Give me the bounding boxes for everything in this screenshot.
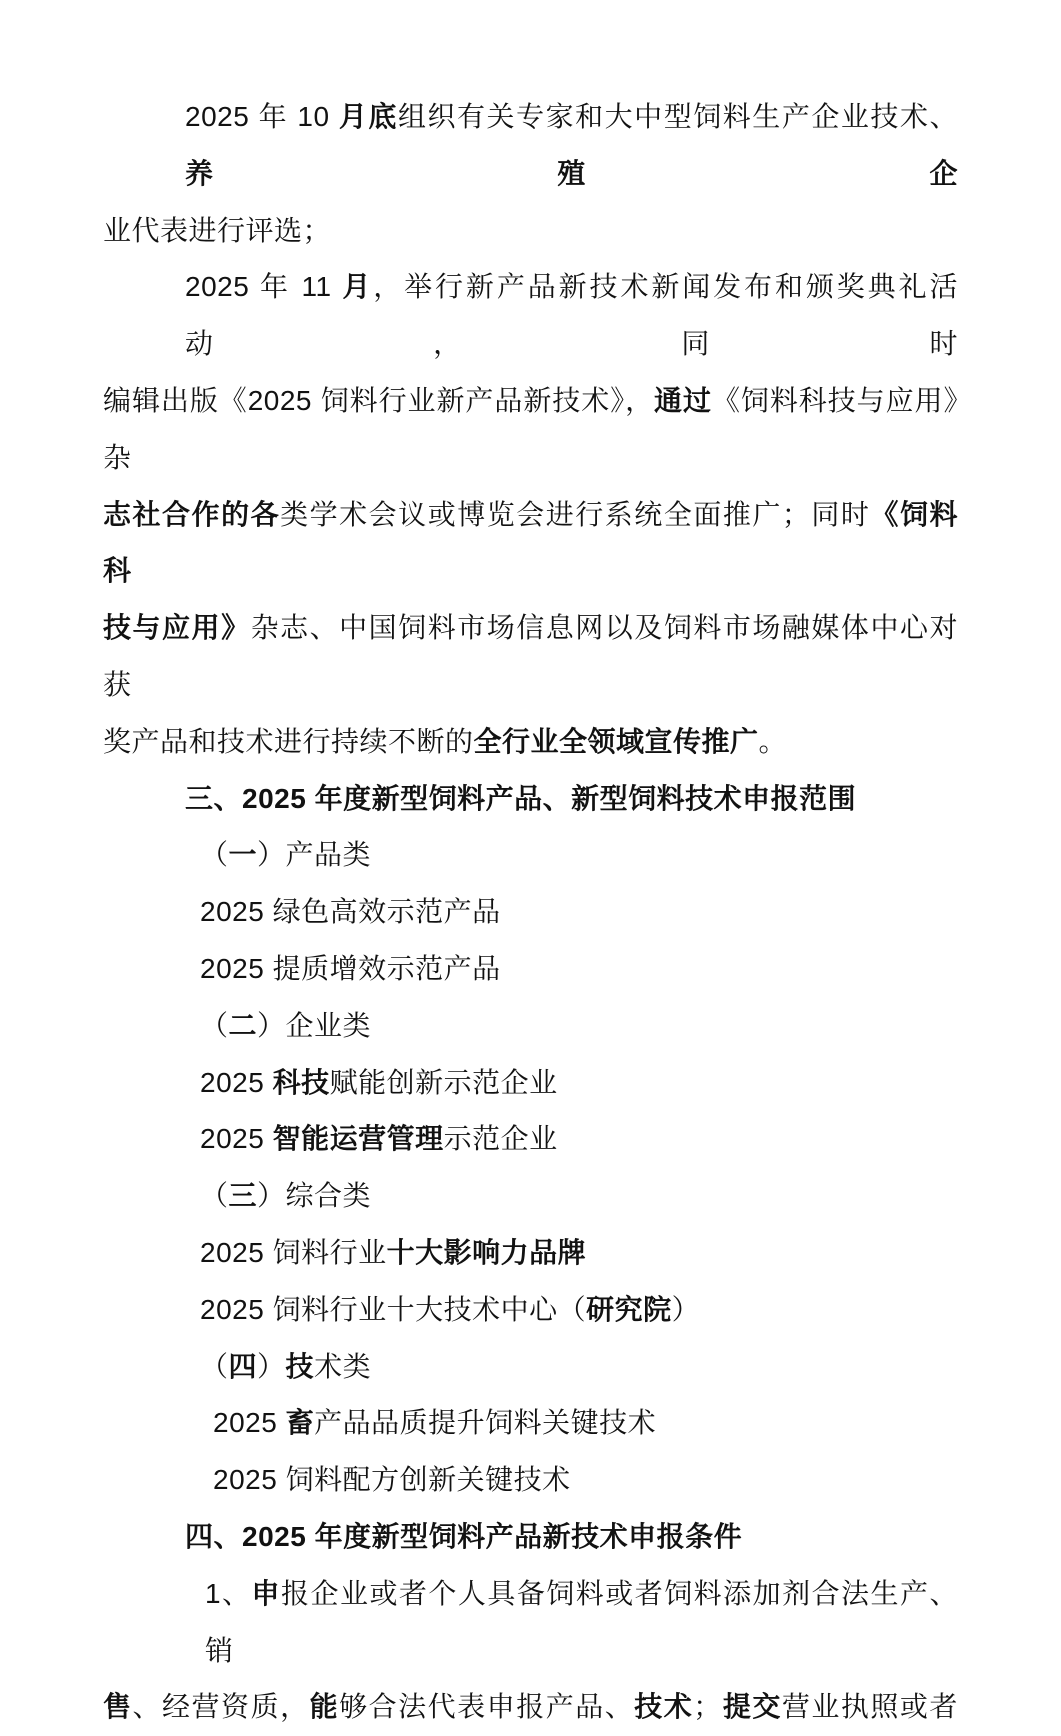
text-run: 。 <box>758 725 788 757</box>
text-run: 报企业或者个人具备饲料或者饲料添加剂合法生产、销 <box>205 1577 958 1666</box>
text-run-bold: 全行业全领域宣传推广 <box>473 725 759 757</box>
para-condition-1-line-2 <box>103 1679 958 1736</box>
text-run-bold: 科技 <box>272 1066 330 1098</box>
item-category-product <box>103 827 958 884</box>
text-run-bold: 提交 <box>721 1691 782 1723</box>
text-run-bold: 技与应用》 <box>103 612 251 644</box>
text-run-bold: 月 <box>342 271 374 303</box>
text-run: 2025 绿色高效示范产品 <box>200 896 501 928</box>
para-october-evaluation-line-1 <box>103 89 958 203</box>
text-run-bold: 二 <box>228 1009 258 1041</box>
text-run-bold: 四 <box>228 1350 258 1382</box>
text-run-bold: 三、2025 年度新型饲料产品、新型饲料技术申报范围 <box>185 782 857 814</box>
text-run-bold: 技术 <box>634 1691 694 1723</box>
para-november-ceremony-line-1 <box>103 259 958 373</box>
text-run: 1、 <box>205 1577 252 1609</box>
item-livestock-quality-tech <box>103 1395 958 1452</box>
text-run-bold: 智能运营管理 <box>272 1123 444 1155</box>
item-top10-influence-brands <box>103 1225 958 1282</box>
text-run-bold: 技 <box>285 1350 315 1382</box>
text-run-bold: 《饲料科 <box>103 498 958 587</box>
text-run: 2025 <box>200 1066 273 1098</box>
item-category-technology <box>103 1339 958 1396</box>
item-category-enterprise <box>103 998 958 1055</box>
text-run: ） <box>671 1293 701 1325</box>
text-run: 组织有关专家和大中型饲料生产企业技术、 <box>397 101 958 132</box>
text-run: 产品品质提升饲料关键技术 <box>314 1407 657 1439</box>
para-november-ceremony-line-5 <box>103 714 958 771</box>
text-run: ）综合类 <box>257 1180 372 1212</box>
item-tech-empower-enterprise <box>103 1055 958 1112</box>
item-formula-innovation-tech <box>103 1452 958 1509</box>
text-run: 奖产品和技术进行持续不断的 <box>103 725 474 757</box>
text-run: ）企业类 <box>257 1009 372 1041</box>
text-run: 、经营资质， <box>132 1691 310 1723</box>
text-run: 编辑出版《2025 饲料行业新产品新技术》， <box>103 384 655 416</box>
text-run: 《饲料科技与应用》杂 <box>103 384 958 473</box>
text-run: 类学术会议或博览会进行系统全面推广；同时 <box>280 498 871 530</box>
heading-section-3 <box>103 771 958 828</box>
text-run: 2025 提质增效示范产品 <box>200 952 501 984</box>
text-run: ） <box>257 1350 286 1382</box>
text-run-bold: 一 <box>228 839 258 871</box>
item-top10-tech-centers <box>103 1282 958 1339</box>
item-quality-improve-product <box>103 941 958 998</box>
text-run: 2025 年 11 <box>185 271 343 303</box>
text-run: 2025 年 10 <box>185 101 339 132</box>
para-october-evaluation-line-2 <box>103 203 958 260</box>
text-run: ，举行新产品新技术新闻发布和颁奖典礼活动，同时 <box>185 271 958 360</box>
text-run: 术类 <box>314 1350 372 1382</box>
text-run-bold: 申 <box>251 1577 282 1609</box>
text-run: （ <box>200 1350 229 1382</box>
text-run-bold: 能 <box>309 1691 340 1723</box>
text-run: 示范企业 <box>443 1123 558 1155</box>
text-run-bold: 售 <box>103 1691 133 1723</box>
document-content <box>103 89 958 1736</box>
text-run: 杂志、中国饲料市场信息网以及饲料市场融媒体中心对获 <box>103 612 958 700</box>
item-category-comprehensive <box>103 1168 958 1225</box>
text-run-bold: 四、2025 年度新型饲料产品新技术申报条件 <box>185 1520 743 1552</box>
text-run: 2025 <box>200 1123 273 1155</box>
text-run: ）产品类 <box>257 839 372 871</box>
text-run: 2025 饲料行业 <box>200 1236 387 1268</box>
para-november-ceremony-line-3 <box>103 487 958 601</box>
para-november-ceremony-line-4 <box>103 600 958 714</box>
text-run-bold: 通过 <box>654 384 712 416</box>
text-run: ； <box>693 1691 722 1723</box>
text-run-bold: 十大影响力品牌 <box>386 1236 587 1268</box>
text-run: （ <box>200 839 229 871</box>
text-run-bold: 月底 <box>338 101 398 132</box>
text-run: （ <box>200 1009 229 1041</box>
text-run-bold: 研究院 <box>586 1293 672 1325</box>
text-run-bold: 畜 <box>285 1407 315 1439</box>
text-run: 赋能创新示范企业 <box>329 1066 558 1098</box>
text-run-bold: 三 <box>228 1180 258 1212</box>
para-condition-1-line-1 <box>103 1566 958 1680</box>
item-smart-operation-enterprise <box>103 1111 958 1168</box>
text-run: 够合法代表申报产品、 <box>339 1691 635 1723</box>
para-november-ceremony-line-2 <box>103 373 958 487</box>
text-run: 2025 <box>213 1407 286 1439</box>
text-run: 业代表进行评选； <box>103 214 332 246</box>
text-run-bold: 养殖企 <box>185 157 958 189</box>
text-run: （ <box>200 1180 229 1212</box>
text-run: 2025 饲料行业十大技术中心（ <box>200 1293 587 1325</box>
text-run: 2025 饲料配方创新关键技术 <box>213 1464 571 1496</box>
heading-section-4 <box>103 1509 958 1566</box>
item-green-efficient-product <box>103 884 958 941</box>
text-run-bold: 志社合作的各 <box>103 498 281 530</box>
text-run: 营业执照或者 <box>781 1691 958 1723</box>
